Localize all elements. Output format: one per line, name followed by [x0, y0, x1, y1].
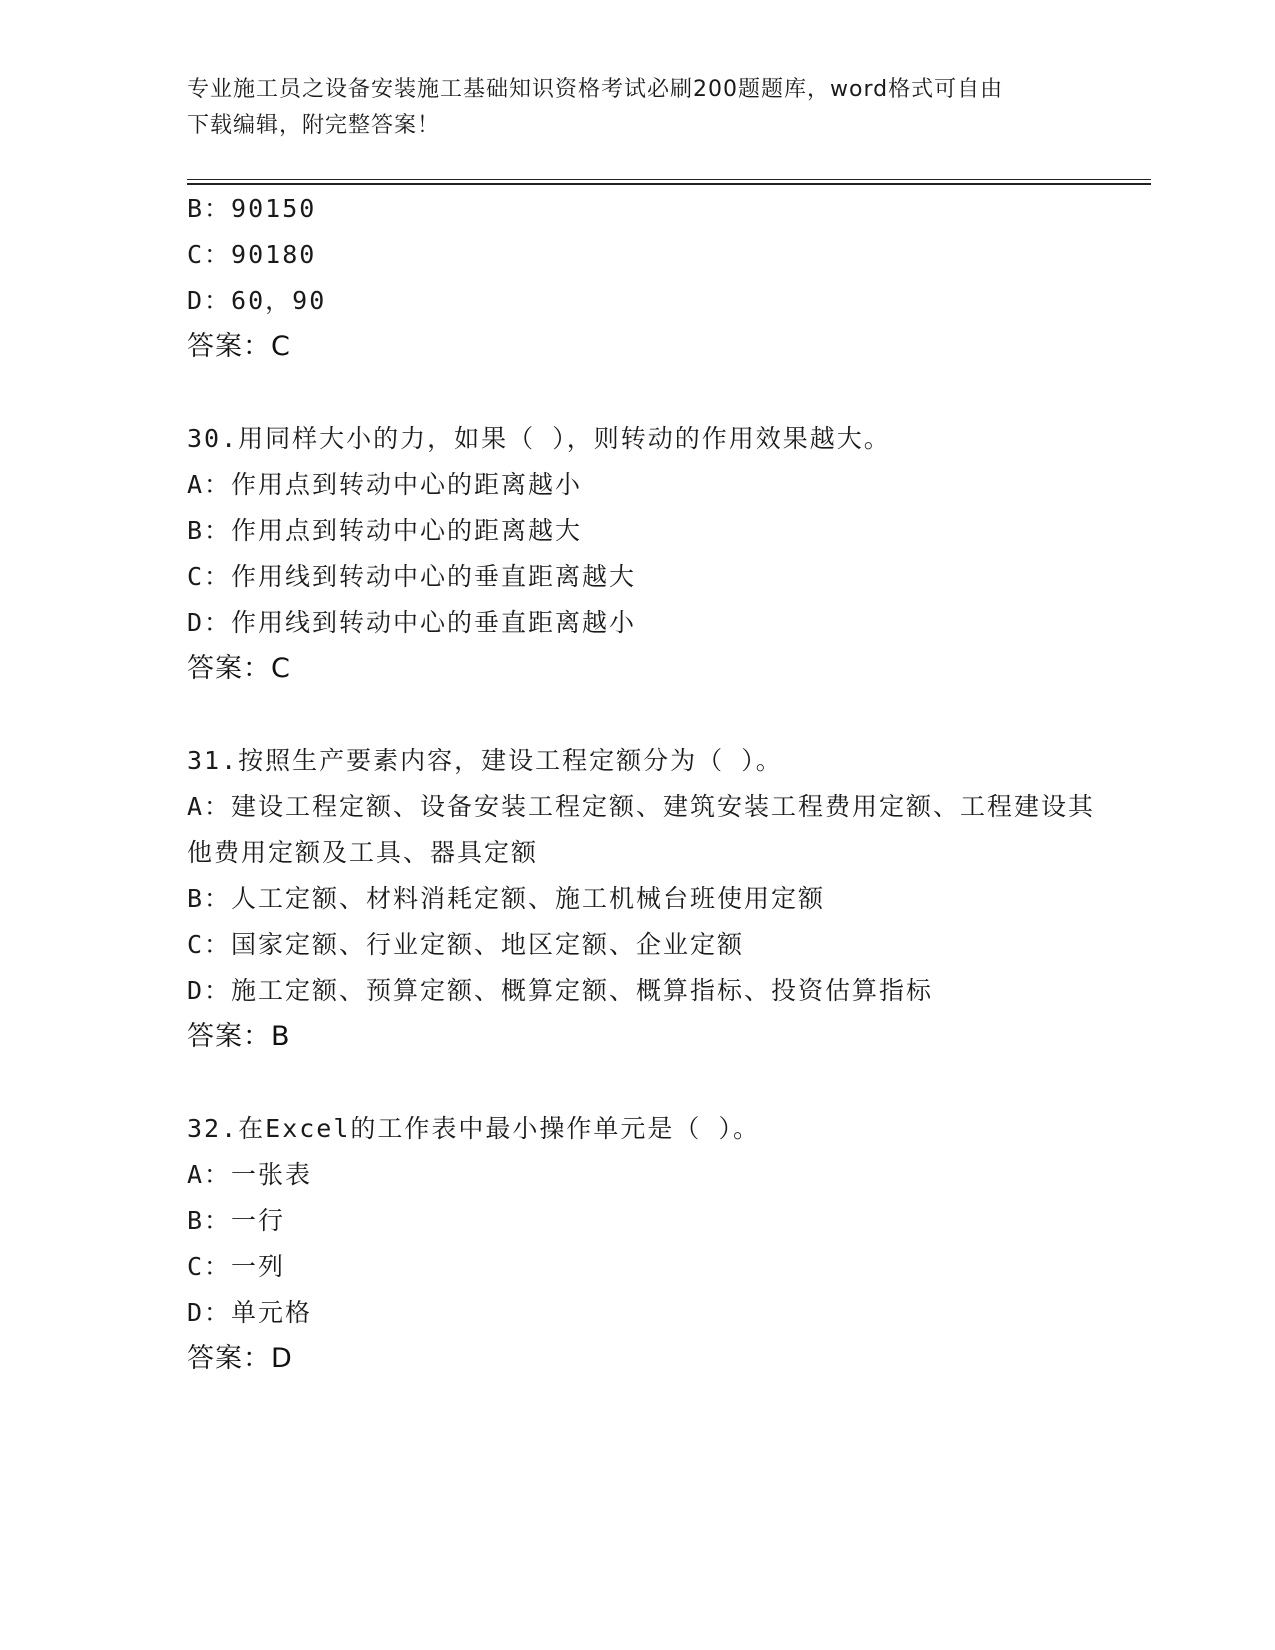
- header-title-line-2: 下载编辑，附完整答案！: [187, 113, 441, 138]
- question-31: [187, 738, 1107, 1060]
- option-c: C：作用线到转动中心的垂直距离越大: [187, 562, 637, 591]
- answer-line: 答案：B: [187, 1021, 291, 1052]
- document-header: [187, 72, 1087, 144]
- header-divider-thin: [187, 179, 1151, 180]
- question-30: [187, 416, 1107, 692]
- question-stem: 32.在Excel的工作表中最小操作单元是（ ）。: [187, 1114, 760, 1143]
- spacer: [187, 370, 1107, 416]
- option-c: C：国家定额、行业定额、地区定额、企业定额: [187, 930, 745, 959]
- option-b: B：90150: [187, 194, 317, 223]
- option-d: D：施工定额、预算定额、概算定额、概算指标、投资估算指标: [187, 976, 934, 1005]
- option-c: C：90180: [187, 240, 317, 269]
- spacer: [187, 692, 1107, 738]
- option-a: A：一张表: [187, 1160, 313, 1189]
- question-stem: 31.按照生产要素内容，建设工程定额分为（ ）。: [187, 746, 783, 775]
- option-b: B：作用点到转动中心的距离越大: [187, 516, 583, 545]
- option-d: D：作用线到转动中心的垂直距离越小: [187, 608, 637, 637]
- header-title-line-1: 专业施工员之设备安装施工基础知识资格考试必刷200题题库，word格式可自由: [187, 77, 1004, 102]
- question-stem: 30.用同样大小的力，如果（ ），则转动的作用效果越大。: [187, 424, 891, 453]
- answer-line: 答案：C: [187, 653, 291, 684]
- option-b: B：一行: [187, 1206, 286, 1235]
- carryover-question: [187, 186, 1107, 370]
- option-c: C：一列: [187, 1252, 286, 1281]
- option-d: D：单元格: [187, 1298, 313, 1327]
- answer-line: 答案：C: [187, 331, 291, 362]
- document-body: [187, 186, 1107, 1382]
- option-a: A：建设工程定额、设备安装工程定额、建筑安装工程费用定额、工程建设其他费用定额及工具、器具定额: [187, 792, 1096, 867]
- answer-line: 答案：D: [187, 1343, 293, 1374]
- question-32: [187, 1106, 1107, 1382]
- option-b: B：人工定额、材料消耗定额、施工机械台班使用定额: [187, 884, 826, 913]
- option-a: A：作用点到转动中心的距离越小: [187, 470, 583, 499]
- spacer: [187, 1060, 1107, 1106]
- option-d: D：60，90: [187, 286, 327, 315]
- header-divider-thick: [187, 183, 1151, 185]
